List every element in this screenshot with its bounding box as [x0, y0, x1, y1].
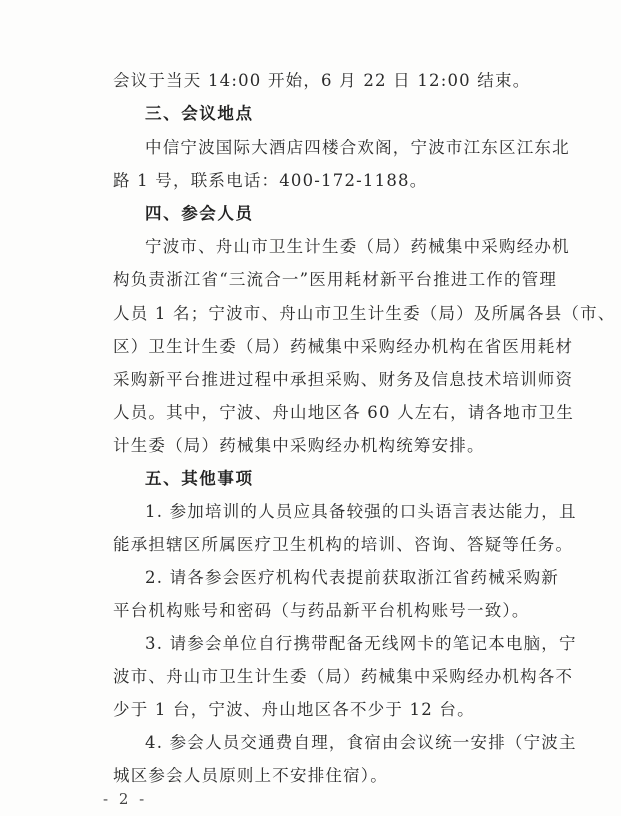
list-item-4-line-2: 城区参会人员原则上不安排住宿）。 — [113, 766, 388, 785]
paragraph-line-participants-3: 人员 1 名；宁波市、舟山市卫生计生委（局）及所属各县（市、 — [113, 304, 616, 323]
section-heading-participants: 四、参会人员 — [145, 204, 254, 223]
list-item-3-line-2: 波市、舟山市卫生计生委（局）药械集中采购经办机构各不 — [113, 667, 574, 686]
list-item-3-line-1: 3. 请参会单位自行携带配备无线网卡的笔记本电脑，宁 — [145, 634, 577, 653]
paragraph-line-participants-4: 区）卫生计生委（局）药械集中采购经办机构在省医用耗材 — [113, 337, 574, 356]
list-item-2-line-1: 2. 请各参会医疗机构代表提前获取浙江省药械采购新 — [145, 568, 559, 587]
list-item-3-line-3: 少于 1 台，宁波、舟山地区各不少于 12 台。 — [113, 700, 475, 719]
list-item-1-line-2: 能承担辖区所属医疗卫生机构的培训、咨询、答疑等任务。 — [113, 535, 574, 554]
paragraph-line-time-end: 会议于当天 14:00 开始，6 月 22 日 12:00 结束。 — [113, 71, 531, 90]
paragraph-line-venue-2: 路 1 号，联系电话：400-172-1188。 — [113, 171, 428, 190]
paragraph-line-participants-1: 宁波市、舟山市卫生计生委（局）药械集中采购经办机 — [145, 237, 570, 256]
paragraph-line-participants-6: 人员。其中，宁波、舟山地区各 60 人左右，请各地市卫生 — [113, 403, 575, 422]
paragraph-line-participants-5: 采购新平台推进过程中承担采购、财务及信息技术培训师资 — [113, 370, 574, 389]
paragraph-line-participants-7: 计生委（局）药械集中采购经办机构统筹安排。 — [113, 436, 485, 455]
paragraph-line-venue-1: 中信宁波国际大酒店四楼合欢阁，宁波市江东区江东北 — [145, 138, 570, 157]
list-item-1-line-1: 1. 参加培训的人员应具备较强的口头语言表达能力，且 — [145, 502, 577, 521]
section-heading-venue: 三、会议地点 — [145, 104, 254, 123]
section-heading-other: 五、其他事项 — [145, 469, 254, 488]
page-number: - 2 - — [103, 790, 148, 808]
list-item-4-line-1: 4. 参会人员交通费自理，食宿由会议统一安排（宁波主 — [145, 733, 577, 752]
paragraph-line-participants-2: 构负责浙江省“三流合一”医用耗材新平台推进工作的管理 — [113, 270, 558, 289]
list-item-2-line-2: 平台机构账号和密码（与药品新平台机构账号一致）。 — [113, 601, 530, 620]
